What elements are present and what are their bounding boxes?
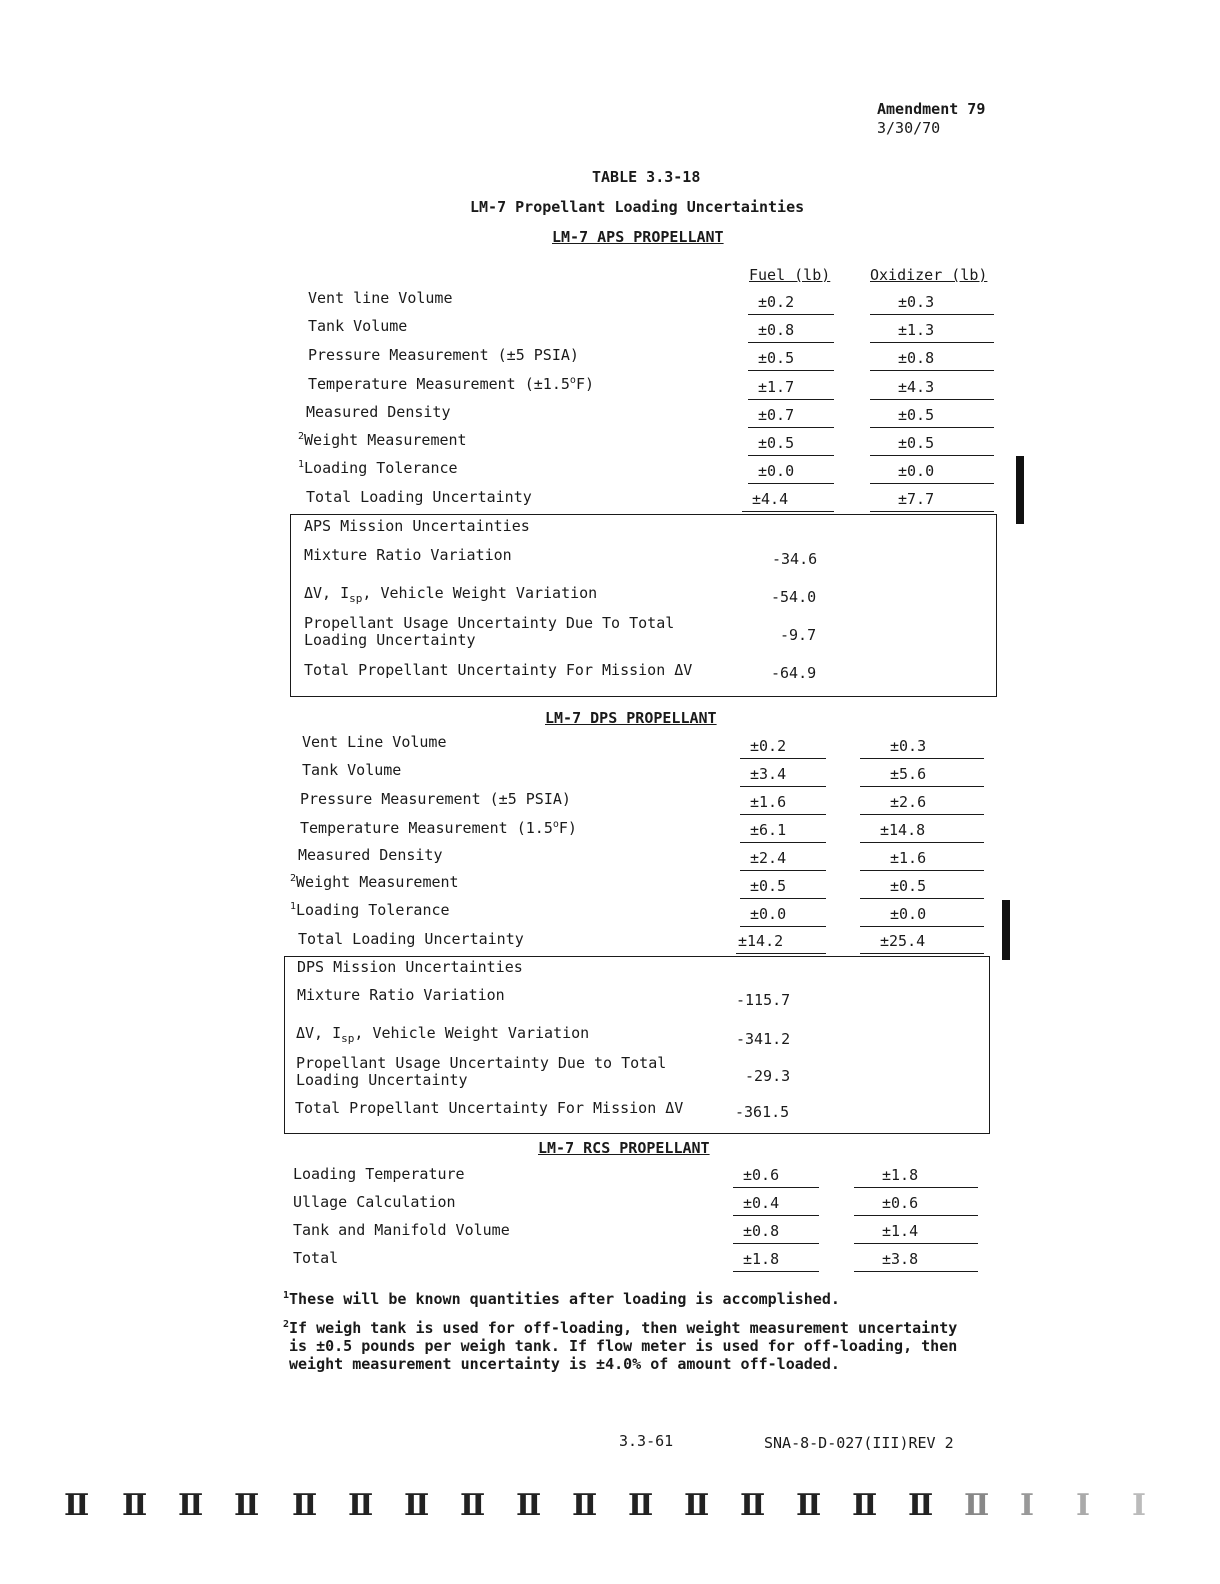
binder-mark: Ⅱ xyxy=(178,1488,204,1523)
amendment-label: Amendment 79 xyxy=(877,100,986,118)
rcs-fuel-value: ±1.8 xyxy=(733,1250,819,1272)
aps-total-value: -64.9 xyxy=(771,664,817,682)
dps-mission-title: DPS Mission Uncertainties xyxy=(297,958,523,976)
dps-fuel-value: ±0.5 xyxy=(740,877,826,899)
aps-mission-title: APS Mission Uncertainties xyxy=(304,517,530,535)
binder-mark: Ⅱ xyxy=(852,1488,878,1523)
dps-row-label: Pressure Measurement (±5 PSIA) xyxy=(300,790,571,808)
footnote-2-line-2: is ±0.5 pounds per weigh tank. If flow meter is used for off-loading, then xyxy=(289,1337,958,1355)
rcs-heading: LM-7 RCS PROPELLANT xyxy=(538,1139,710,1157)
binder-mark: Ⅱ xyxy=(964,1488,990,1523)
dps-row-label: Tank Volume xyxy=(302,761,402,779)
binder-mark: Ⅱ xyxy=(684,1488,710,1523)
rcs-ox-value: ±1.4 xyxy=(854,1222,978,1244)
dps-total-value: -361.5 xyxy=(735,1103,790,1121)
amendment-date: 3/30/70 xyxy=(877,119,941,137)
rcs-row-label: Tank and Manifold Volume xyxy=(293,1221,510,1239)
footnote-1: $^1$These will be known quantities after loading is accomplished. xyxy=(283,1290,840,1308)
dps-usage-value: -29.3 xyxy=(745,1067,791,1085)
aps-row-label: Total Loading Uncertainty xyxy=(306,488,532,506)
aps-fuel-value: ±0.0 xyxy=(748,462,834,484)
dps-ox-value: ±1.6 xyxy=(860,849,984,871)
dps-fuel-value: ±6.1 xyxy=(740,821,826,843)
dps-ox-value: ±0.5 xyxy=(860,877,984,899)
aps-total-label: Total Propellant Uncertainty For Mission ΔV xyxy=(304,661,693,679)
aps-dv-value: -54.0 xyxy=(771,588,817,606)
footnote-2-line-3: weight measurement uncertainty is ±4.0% of amount off-loaded. xyxy=(289,1355,840,1373)
aps-dv-label: ΔV, $I_{sp}$, Vehicle Weight Variation xyxy=(304,584,598,605)
binder-mark: Ⅱ xyxy=(234,1488,260,1523)
dps-usage-label-1: Propellant Usage Uncertainty Due to Total xyxy=(296,1054,667,1072)
aps-row-label: $^1$Loading Tolerance xyxy=(298,459,458,477)
rcs-ox-value: ±3.8 xyxy=(854,1250,978,1272)
dps-ox-value: ±5.6 xyxy=(860,765,984,787)
rcs-ox-value: ±0.6 xyxy=(854,1194,978,1216)
page-number: 3.3-61 xyxy=(619,1432,674,1450)
oxidizer-column-header: Oxidizer (lb) xyxy=(870,266,988,284)
aps-row-label: Temperature Measurement $(\pm 1.5^oF)$ xyxy=(308,375,594,393)
aps-row-label: Tank Volume xyxy=(308,317,408,335)
binder-mark: Ⅱ xyxy=(740,1488,766,1523)
aps-fuel-value: ±0.5 xyxy=(748,434,834,456)
rcs-ox-value: ±1.8 xyxy=(854,1166,978,1188)
binder-mark: Ⅱ xyxy=(908,1488,934,1523)
aps-row-label: Pressure Measurement (±5 PSIA) xyxy=(308,346,579,364)
revision-bar xyxy=(1016,456,1024,524)
dps-row-label: Total Loading Uncertainty xyxy=(298,930,524,948)
dps-ox-value: ±0.3 xyxy=(860,737,984,759)
aps-fuel-value: ±0.8 xyxy=(748,321,834,343)
binder-mark: Ⅱ xyxy=(796,1488,822,1523)
aps-ox-value: ±4.3 xyxy=(870,378,994,400)
dps-heading: LM-7 DPS PROPELLANT xyxy=(545,709,717,727)
aps-row-label: $^2$Weight Measurement xyxy=(298,431,467,449)
rcs-fuel-value: ±0.4 xyxy=(733,1194,819,1216)
rcs-fuel-value: ±0.6 xyxy=(733,1166,819,1188)
aps-fuel-value: ±0.2 xyxy=(748,293,834,315)
dps-ox-value: ±25.4 xyxy=(860,932,984,954)
dps-usage-label-2: Loading Uncertainty xyxy=(296,1071,468,1089)
dps-dv-label: ΔV, $I_{sp}$, Vehicle Weight Variation xyxy=(296,1024,590,1045)
aps-fuel-value: ±0.5 xyxy=(748,349,834,371)
binder-mark: Ⅱ xyxy=(460,1488,486,1523)
aps-fuel-value: ±4.4 xyxy=(742,490,834,512)
binder-mark: Ⅱ xyxy=(122,1488,148,1523)
footnote-2-line-1: $^2$If weigh tank is used for off-loading, then weight measurement uncertainty xyxy=(283,1319,958,1337)
revision-bar xyxy=(1002,900,1010,960)
aps-ox-value: ±0.0 xyxy=(870,462,994,484)
dps-row-label: $^1$Loading Tolerance xyxy=(290,901,450,919)
aps-mixture-label: Mixture Ratio Variation xyxy=(304,546,512,564)
dps-fuel-value: ±0.0 xyxy=(740,905,826,927)
binder-mark: Ⅱ xyxy=(404,1488,430,1523)
dps-row-label: $^2$Weight Measurement xyxy=(290,873,459,891)
dps-fuel-value: ±14.2 xyxy=(736,932,826,954)
binder-mark: Ⅰ xyxy=(1020,1488,1035,1523)
dps-total-label: Total Propellant Uncertainty For Mission ΔV xyxy=(295,1099,684,1117)
binder-mark: Ⅱ xyxy=(628,1488,654,1523)
binder-mark: Ⅱ xyxy=(64,1488,90,1523)
dps-ox-value: ±2.6 xyxy=(860,793,984,815)
dps-fuel-value: ±0.2 xyxy=(740,737,826,759)
aps-usage-label-2: Loading Uncertainty xyxy=(304,631,476,649)
dps-fuel-value: ±3.4 xyxy=(740,765,826,787)
document-id: SNA-8-D-027(III)REV 2 xyxy=(764,1434,954,1452)
binder-mark: Ⅰ xyxy=(1132,1488,1147,1523)
aps-ox-value: ±0.5 xyxy=(870,434,994,456)
dps-fuel-value: ±2.4 xyxy=(740,849,826,871)
table-title: LM-7 Propellant Loading Uncertainties xyxy=(470,198,805,216)
dps-dv-value: -341.2 xyxy=(736,1030,791,1048)
aps-usage-label-1: Propellant Usage Uncertainty Due To Total xyxy=(304,614,675,632)
aps-ox-value: ±1.3 xyxy=(870,321,994,343)
table-number: TABLE 3.3-18 xyxy=(592,168,701,186)
binder-mark: Ⅱ xyxy=(292,1488,318,1523)
aps-fuel-value: ±1.7 xyxy=(748,378,834,400)
dps-row-label: Temperature Measurement (1.5$^o$F) xyxy=(300,819,577,837)
aps-fuel-value: ±0.7 xyxy=(748,406,834,428)
dps-ox-value: ±14.8 xyxy=(860,821,984,843)
dps-ox-value: ±0.0 xyxy=(860,905,984,927)
aps-ox-value: ±7.7 xyxy=(870,490,994,512)
aps-row-label: Measured Density xyxy=(306,403,451,421)
rcs-row-label: Ullage Calculation xyxy=(293,1193,456,1211)
dps-fuel-value: ±1.6 xyxy=(740,793,826,815)
aps-ox-value: ±0.3 xyxy=(870,293,994,315)
dps-row-label: Vent Line Volume xyxy=(302,733,447,751)
rcs-fuel-value: ±0.8 xyxy=(733,1222,819,1244)
aps-row-label: Vent line Volume xyxy=(308,289,453,307)
binder-mark: Ⅱ xyxy=(572,1488,598,1523)
rcs-row-label: Loading Temperature xyxy=(293,1165,465,1183)
aps-usage-value: -9.7 xyxy=(780,626,817,644)
fuel-column-header: Fuel (lb) xyxy=(749,266,831,284)
dps-row-label: Measured Density xyxy=(298,846,443,864)
aps-ox-value: ±0.5 xyxy=(870,406,994,428)
aps-mixture-value: -34.6 xyxy=(772,550,818,568)
binder-mark: Ⅱ xyxy=(516,1488,542,1523)
aps-heading: LM-7 APS PROPELLANT xyxy=(552,228,724,246)
rcs-row-label: Total xyxy=(293,1249,339,1267)
dps-mixture-value: -115.7 xyxy=(736,991,791,1009)
binder-mark: Ⅱ xyxy=(348,1488,374,1523)
dps-mixture-label: Mixture Ratio Variation xyxy=(297,986,505,1004)
aps-ox-value: ±0.8 xyxy=(870,349,994,371)
binder-mark: Ⅰ xyxy=(1076,1488,1091,1523)
